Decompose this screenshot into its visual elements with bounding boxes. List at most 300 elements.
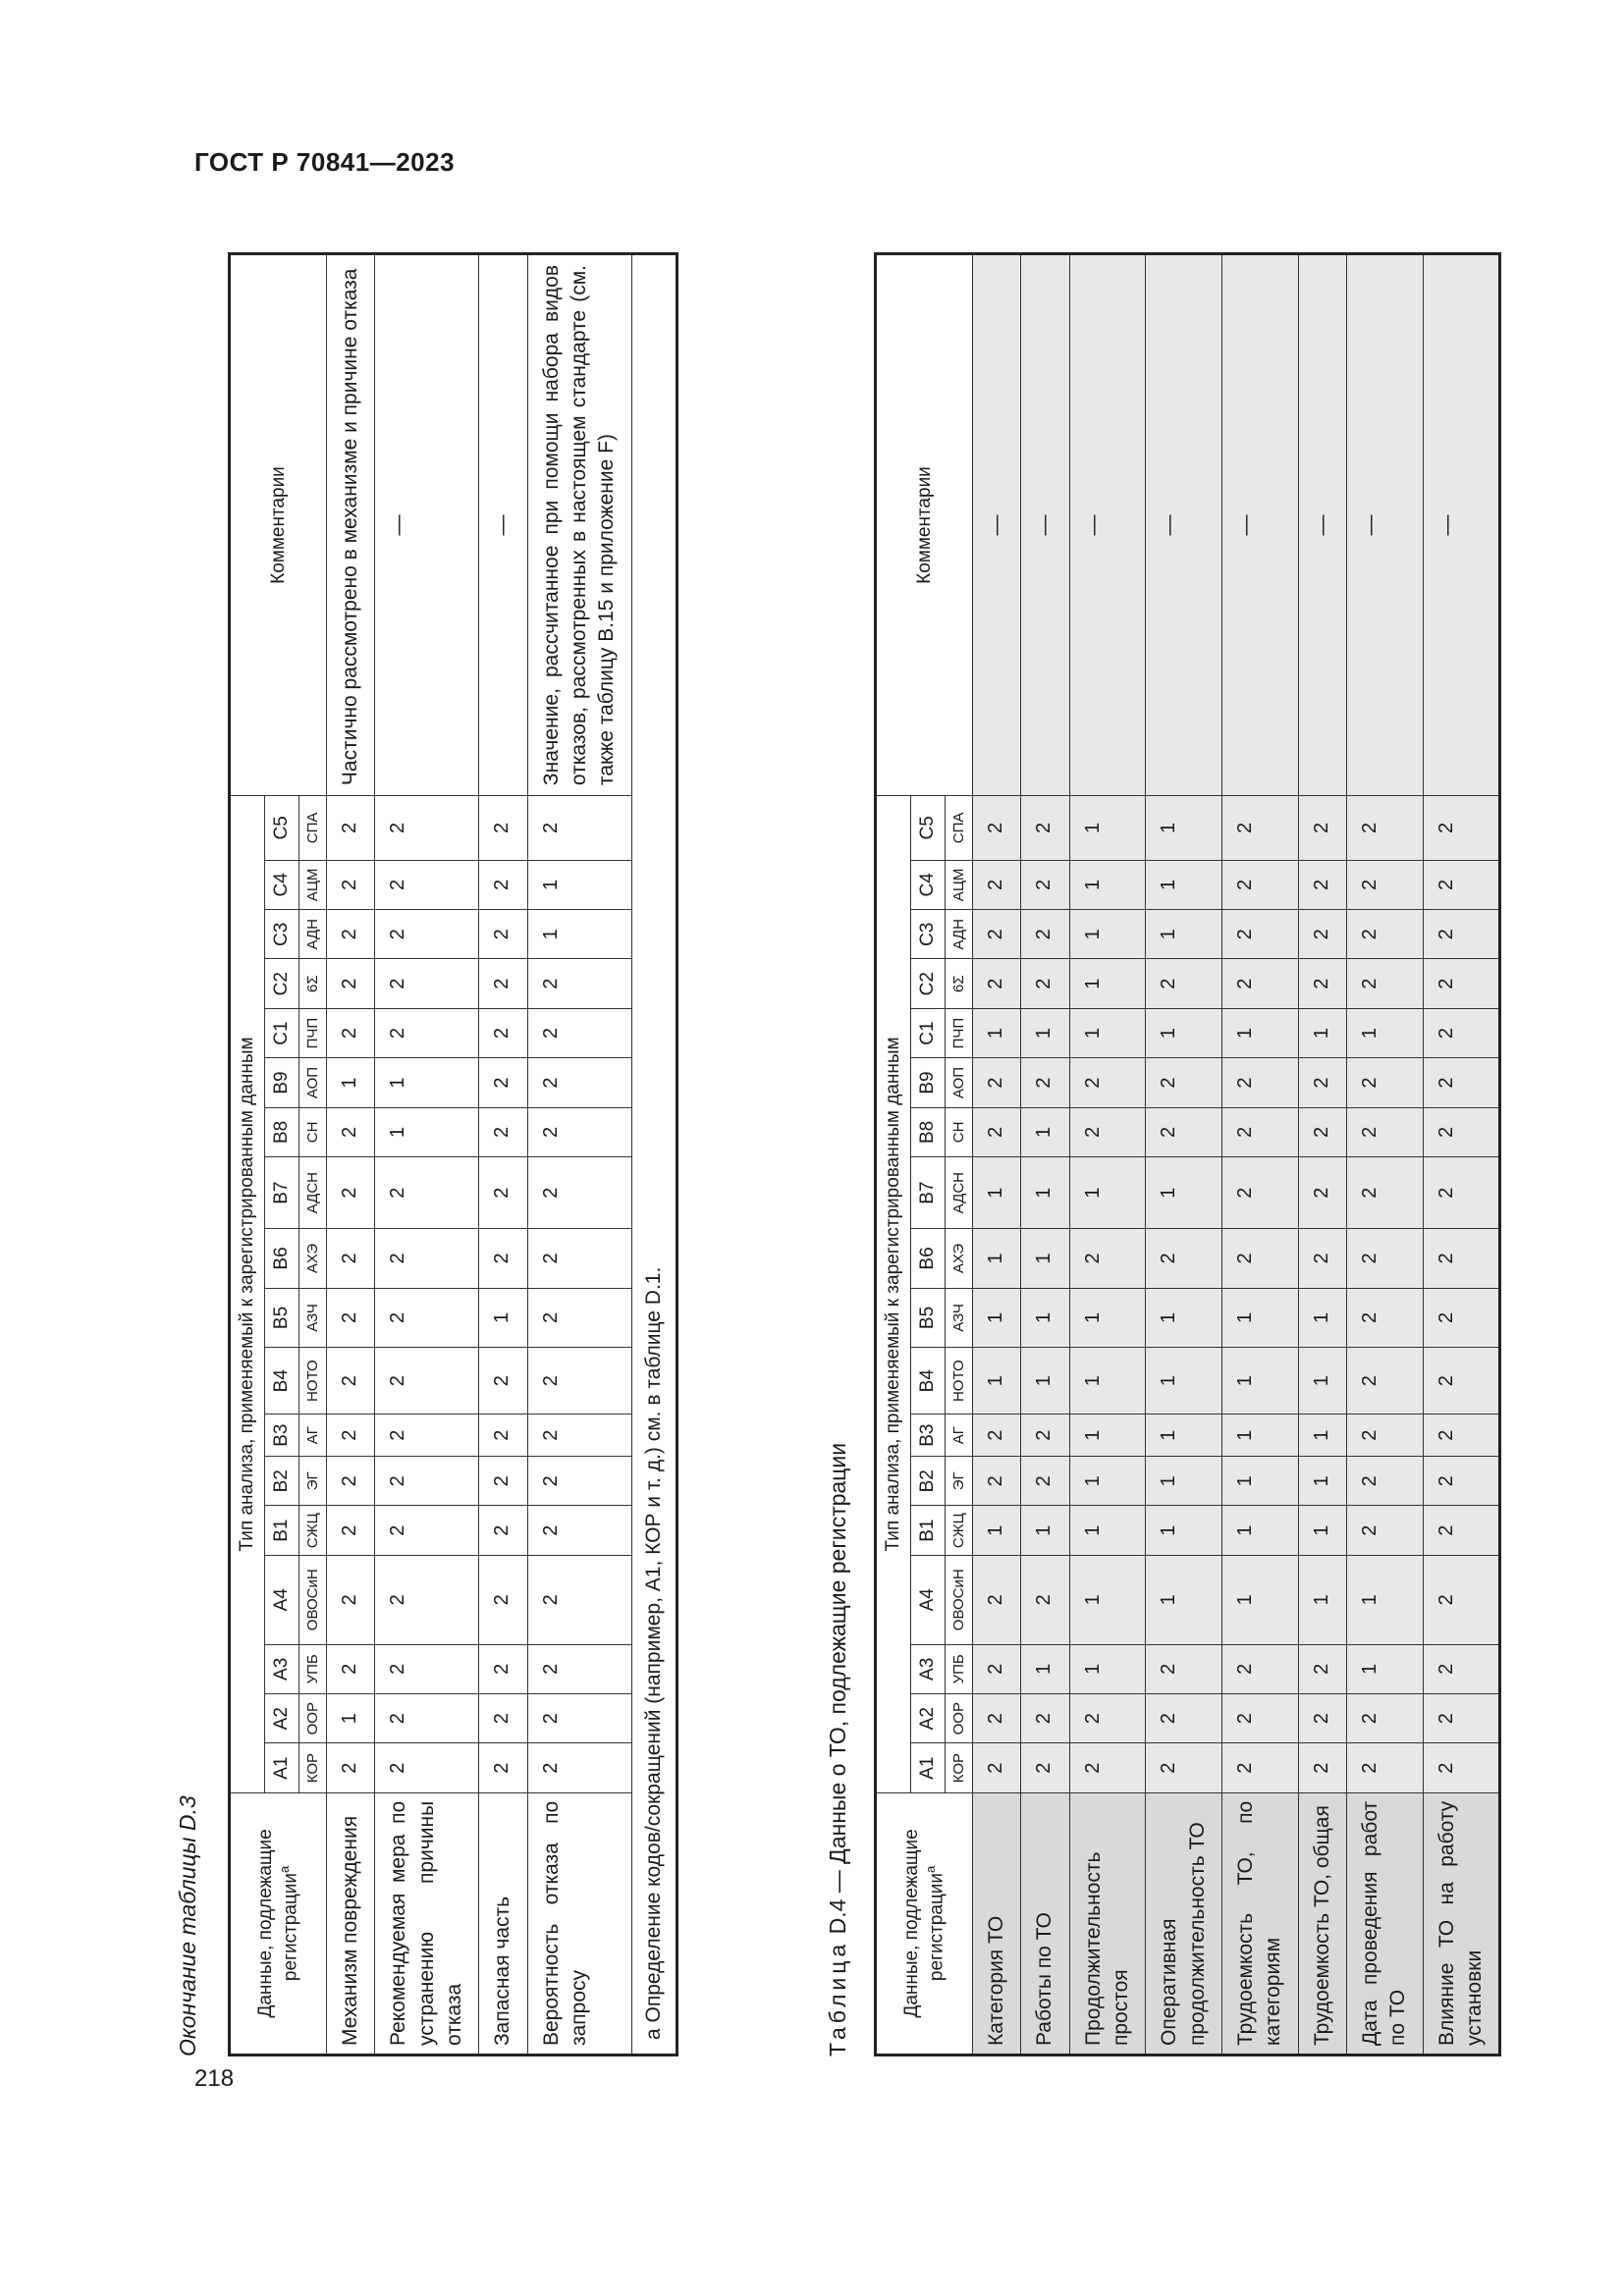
code-header: А2 bbox=[911, 1694, 946, 1743]
value-cell: 2 bbox=[375, 1555, 479, 1644]
value-cell: 2 bbox=[1347, 1694, 1424, 1743]
value-cell: 2 bbox=[479, 959, 527, 1008]
abbreviation-header: ПЧП bbox=[946, 1008, 973, 1057]
value-cell: 2 bbox=[1347, 1058, 1424, 1107]
code-header: В3 bbox=[911, 1415, 946, 1457]
value-cell: 2 bbox=[1021, 1415, 1069, 1457]
value-cell: 2 bbox=[479, 860, 527, 909]
value-cell: 2 bbox=[327, 1107, 375, 1156]
value-cell: 1 bbox=[1298, 1348, 1346, 1415]
value-cell: 1 bbox=[1146, 1157, 1222, 1229]
value-cell: 1 bbox=[375, 1107, 479, 1156]
abbreviation-header: СН bbox=[946, 1107, 973, 1156]
value-cell: 2 bbox=[1222, 959, 1299, 1008]
value-cell: 1 bbox=[1021, 1348, 1069, 1415]
code-header: В4 bbox=[911, 1348, 946, 1415]
value-cell: 2 bbox=[1222, 1694, 1299, 1743]
comment-cell: — bbox=[1222, 254, 1299, 796]
header-comments: Комментарии bbox=[876, 254, 973, 796]
table-row bbox=[1069, 254, 1146, 2056]
value-cell: 1 bbox=[1347, 1008, 1424, 1057]
abbreviation-header: АДСН bbox=[946, 1157, 973, 1229]
value-cell: 1 bbox=[327, 1058, 375, 1107]
value-cell: 2 bbox=[1347, 1457, 1424, 1506]
abbreviation-header: ЭГ bbox=[299, 1457, 327, 1506]
value-cell: 2 bbox=[527, 1457, 631, 1506]
value-cell: 1 bbox=[1021, 1229, 1069, 1288]
abbreviation-header: АОП bbox=[299, 1058, 327, 1107]
value-cell: 2 bbox=[1069, 1743, 1146, 1792]
value-cell: 2 bbox=[375, 1157, 479, 1229]
table-d3 bbox=[228, 252, 678, 2056]
value-cell: 2 bbox=[1146, 1743, 1222, 1792]
value-cell: 2 bbox=[1146, 959, 1222, 1008]
abbreviation-header: НОТО bbox=[299, 1348, 327, 1415]
value-cell: 2 bbox=[527, 1555, 631, 1644]
value-cell: 1 bbox=[1222, 1348, 1299, 1415]
abbreviation-header: АЦМ bbox=[946, 860, 973, 909]
value-cell: 2 bbox=[1222, 1157, 1299, 1229]
value-cell: 2 bbox=[479, 910, 527, 959]
abbreviation-header: АГ bbox=[299, 1415, 327, 1457]
value-cell: 2 bbox=[375, 959, 479, 1008]
value-cell: 2 bbox=[1423, 796, 1500, 861]
value-cell: 1 bbox=[1146, 860, 1222, 909]
value-cell: 2 bbox=[375, 1348, 479, 1415]
code-header: В5 bbox=[911, 1288, 946, 1347]
value-cell: 2 bbox=[527, 1506, 631, 1555]
value-cell: 2 bbox=[375, 1288, 479, 1347]
table-row bbox=[1222, 254, 1299, 2056]
table-d3-footnote: а Определение кодов/сокращений (например, А1, КОР и т. д.) см. в таблице D.1. bbox=[631, 254, 677, 2056]
comment-cell: — bbox=[973, 254, 1021, 796]
value-cell: 2 bbox=[527, 1348, 631, 1415]
value-cell: 2 bbox=[327, 959, 375, 1008]
code-header: В7 bbox=[265, 1157, 299, 1229]
code-header: С3 bbox=[265, 910, 299, 959]
value-cell: 2 bbox=[1222, 1743, 1299, 1792]
code-header: В4 bbox=[265, 1348, 299, 1415]
value-cell: 2 bbox=[479, 796, 527, 861]
row-label: Оперативная продолжительность ТО bbox=[1146, 1792, 1222, 2055]
row-label: Вероятность отказа по запросу bbox=[527, 1792, 631, 2055]
comment-cell: — bbox=[1347, 254, 1424, 796]
header-analysis-type: Тип анализа, применяемый к зарегистрированным данным bbox=[876, 796, 911, 1793]
value-cell: 2 bbox=[479, 1348, 527, 1415]
abbreviation-header: АЗЧ bbox=[946, 1288, 973, 1347]
abbreviation-header: СЖЦ bbox=[299, 1506, 327, 1555]
row-label: Работы по ТО bbox=[1021, 1792, 1069, 2055]
code-header: С1 bbox=[911, 1008, 946, 1057]
value-cell: 1 bbox=[1146, 1288, 1222, 1347]
value-cell: 2 bbox=[1069, 1694, 1146, 1743]
value-cell: 2 bbox=[527, 959, 631, 1008]
value-cell: 2 bbox=[375, 860, 479, 909]
abbreviation-header: АХЭ bbox=[946, 1229, 973, 1288]
value-cell: 1 bbox=[1298, 1506, 1346, 1555]
value-cell: 1 bbox=[1146, 1457, 1222, 1506]
value-cell: 1 bbox=[1298, 1457, 1346, 1506]
code-header: В8 bbox=[911, 1107, 946, 1156]
value-cell: 2 bbox=[479, 1415, 527, 1457]
value-cell: 2 bbox=[1146, 1694, 1222, 1743]
value-cell: 1 bbox=[1222, 1008, 1299, 1057]
header-comments: Комментарии bbox=[230, 254, 327, 796]
abbreviation-header: ООР bbox=[299, 1694, 327, 1743]
header-analysis-type: Тип анализа, применяемый к зарегистрированным данным bbox=[230, 796, 265, 1793]
value-cell: 2 bbox=[1298, 1058, 1346, 1107]
value-cell: 2 bbox=[327, 1229, 375, 1288]
value-cell: 2 bbox=[973, 910, 1021, 959]
value-cell: 1 bbox=[1069, 1644, 1146, 1693]
value-cell: 2 bbox=[1021, 1743, 1069, 1792]
value-cell: 2 bbox=[1146, 1107, 1222, 1156]
table-d4-caption: Таблица D.4 — Данные о ТО, подлежащие регистрации bbox=[825, 1442, 850, 2056]
value-cell: 1 bbox=[1146, 1415, 1222, 1457]
value-cell: 2 bbox=[1347, 860, 1424, 909]
table-row bbox=[527, 254, 631, 2056]
value-cell: 2 bbox=[1423, 959, 1500, 1008]
row-label: Категория ТО bbox=[973, 1792, 1021, 2055]
value-cell: 2 bbox=[1069, 1058, 1146, 1107]
code-header: В6 bbox=[265, 1229, 299, 1288]
value-cell: 2 bbox=[1298, 910, 1346, 959]
value-cell: 2 bbox=[1298, 1229, 1346, 1288]
value-cell: 2 bbox=[1347, 1415, 1424, 1457]
value-cell: 2 bbox=[973, 860, 1021, 909]
code-header: С3 bbox=[911, 910, 946, 959]
code-header: В6 bbox=[911, 1229, 946, 1288]
comment-cell: — bbox=[1146, 254, 1222, 796]
value-cell: 2 bbox=[1423, 1229, 1500, 1288]
abbreviation-header: АЗЧ bbox=[299, 1288, 327, 1347]
value-cell: 2 bbox=[973, 1743, 1021, 1792]
value-cell: 2 bbox=[1347, 1743, 1424, 1792]
table-d3-caption: Окончание таблицы D.3 bbox=[175, 1795, 200, 2056]
value-cell: 2 bbox=[479, 1743, 527, 1792]
code-header: А1 bbox=[911, 1743, 946, 1792]
abbreviation-header: СЖЦ bbox=[946, 1506, 973, 1555]
value-cell: 2 bbox=[327, 1506, 375, 1555]
value-cell: 1 bbox=[1222, 1415, 1299, 1457]
value-cell: 2 bbox=[1298, 1694, 1346, 1743]
table-row bbox=[375, 254, 479, 2056]
value-cell: 2 bbox=[1347, 1288, 1424, 1347]
abbreviation-header: АХЭ bbox=[299, 1229, 327, 1288]
row-label: Трудоемкость ТО, общая bbox=[1298, 1792, 1346, 2055]
abbreviation-header: 6Σ bbox=[946, 959, 973, 1008]
table-row bbox=[973, 254, 1021, 2056]
value-cell: 2 bbox=[327, 1157, 375, 1229]
value-cell: 2 bbox=[327, 1008, 375, 1057]
code-header: С4 bbox=[911, 860, 946, 909]
code-header: В8 bbox=[265, 1107, 299, 1156]
value-cell: 2 bbox=[1347, 910, 1424, 959]
code-header: А2 bbox=[265, 1694, 299, 1743]
value-cell: 1 bbox=[973, 1288, 1021, 1347]
value-cell: 1 bbox=[973, 1506, 1021, 1555]
code-header: С2 bbox=[265, 959, 299, 1008]
value-cell: 2 bbox=[1298, 959, 1346, 1008]
comment-cell: — bbox=[479, 254, 527, 796]
abbreviation-header: АДСН bbox=[299, 1157, 327, 1229]
value-cell: 2 bbox=[527, 1157, 631, 1229]
value-cell: 2 bbox=[1222, 1058, 1299, 1107]
row-label: Запасная часть bbox=[479, 1792, 527, 2055]
page-number: 218 bbox=[194, 2065, 235, 2092]
value-cell: 2 bbox=[973, 1555, 1021, 1644]
value-cell: 2 bbox=[1423, 1008, 1500, 1057]
value-cell: 2 bbox=[527, 1644, 631, 1693]
code-header: В1 bbox=[911, 1506, 946, 1555]
abbreviation-header: СПА bbox=[299, 796, 327, 861]
row-label: Дата проведения работ по ТО bbox=[1347, 1792, 1424, 2055]
value-cell: 2 bbox=[375, 1457, 479, 1506]
value-cell: 2 bbox=[1298, 1107, 1346, 1156]
value-cell: 1 bbox=[327, 1694, 375, 1743]
value-cell: 2 bbox=[973, 959, 1021, 1008]
value-cell: 2 bbox=[375, 1694, 479, 1743]
table-row bbox=[1298, 254, 1346, 2056]
value-cell: 2 bbox=[479, 1457, 527, 1506]
value-cell: 2 bbox=[327, 1555, 375, 1644]
value-cell: 2 bbox=[973, 1644, 1021, 1693]
table-row bbox=[1423, 254, 1500, 2056]
value-cell: 1 bbox=[973, 1157, 1021, 1229]
value-cell: 2 bbox=[1423, 1415, 1500, 1457]
value-cell: 2 bbox=[1423, 1506, 1500, 1555]
code-header: В3 bbox=[265, 1415, 299, 1457]
code-header: В2 bbox=[911, 1457, 946, 1506]
value-cell: 2 bbox=[1222, 1644, 1299, 1693]
value-cell: 2 bbox=[527, 1107, 631, 1156]
value-cell: 2 bbox=[327, 1348, 375, 1415]
value-cell: 2 bbox=[1423, 910, 1500, 959]
table-row bbox=[1146, 254, 1222, 2056]
value-cell: 2 bbox=[327, 1743, 375, 1792]
value-cell: 2 bbox=[1021, 1058, 1069, 1107]
value-cell: 2 bbox=[375, 1506, 479, 1555]
value-cell: 2 bbox=[973, 1457, 1021, 1506]
abbreviation-header: УПБ bbox=[299, 1644, 327, 1693]
value-cell: 1 bbox=[1021, 1288, 1069, 1347]
value-cell: 1 bbox=[1347, 1644, 1424, 1693]
abbreviation-header: АЦМ bbox=[299, 860, 327, 909]
value-cell: 2 bbox=[973, 1415, 1021, 1457]
abbreviation-header: ПЧП bbox=[299, 1008, 327, 1057]
value-cell: 2 bbox=[527, 1288, 631, 1347]
value-cell: 2 bbox=[1347, 1107, 1424, 1156]
code-header: В9 bbox=[265, 1058, 299, 1107]
value-cell: 2 bbox=[1423, 1288, 1500, 1347]
value-cell: 2 bbox=[1146, 1644, 1222, 1693]
code-header: А3 bbox=[265, 1644, 299, 1693]
abbreviation-header: ООР bbox=[946, 1694, 973, 1743]
value-cell: 2 bbox=[527, 1229, 631, 1288]
value-cell: 1 bbox=[1069, 959, 1146, 1008]
value-cell: 2 bbox=[1021, 1555, 1069, 1644]
value-cell: 2 bbox=[375, 1415, 479, 1457]
value-cell: 2 bbox=[327, 1415, 375, 1457]
abbreviation-header: СПА bbox=[946, 796, 973, 861]
value-cell: 1 bbox=[1021, 1157, 1069, 1229]
value-cell: 2 bbox=[1347, 796, 1424, 861]
value-cell: 1 bbox=[479, 1288, 527, 1347]
value-cell: 2 bbox=[479, 1694, 527, 1743]
value-cell: 1 bbox=[1146, 1348, 1222, 1415]
value-cell: 2 bbox=[375, 910, 479, 959]
abbreviation-header: ОВОСиН bbox=[299, 1555, 327, 1644]
value-cell: 2 bbox=[527, 1415, 631, 1457]
row-label: Продолжительность простоя bbox=[1069, 1792, 1146, 2055]
value-cell: 2 bbox=[1222, 860, 1299, 909]
abbreviation-header: АГ bbox=[946, 1415, 973, 1457]
value-cell: 2 bbox=[1423, 1058, 1500, 1107]
table-row bbox=[1347, 254, 1424, 2056]
rotated-content bbox=[167, 211, 1532, 2096]
table-row bbox=[479, 254, 527, 2056]
row-label: Механизм повреждения bbox=[327, 1792, 375, 2055]
value-cell: 2 bbox=[1222, 796, 1299, 861]
value-cell: 1 bbox=[1021, 1008, 1069, 1057]
header-data-to-register: Данные, подлежащие регистрации$^а$ bbox=[876, 1792, 973, 2055]
value-cell: 2 bbox=[327, 796, 375, 861]
value-cell: 1 bbox=[1298, 1008, 1346, 1057]
value-cell: 1 bbox=[1222, 1288, 1299, 1347]
value-cell: 2 bbox=[1021, 1457, 1069, 1506]
value-cell: 1 bbox=[1298, 1288, 1346, 1347]
code-header: В9 bbox=[911, 1058, 946, 1107]
value-cell: 2 bbox=[479, 1555, 527, 1644]
code-header: С1 bbox=[265, 1008, 299, 1057]
value-cell: 2 bbox=[1222, 910, 1299, 959]
value-cell: 2 bbox=[1347, 1229, 1424, 1288]
comment-cell: — bbox=[1423, 254, 1500, 796]
value-cell: 1 bbox=[1146, 1506, 1222, 1555]
value-cell: 2 bbox=[1222, 1229, 1299, 1288]
code-header: В1 bbox=[265, 1506, 299, 1555]
value-cell: 1 bbox=[1222, 1457, 1299, 1506]
comment-cell: Значение, рассчитанное при помощи набора видов отказов, рассмотренных в настоящем стандарте (см. также таблицу В.15 и приложение F) bbox=[527, 254, 631, 796]
value-cell: 1 bbox=[527, 910, 631, 959]
value-cell: 2 bbox=[973, 1694, 1021, 1743]
value-cell: 2 bbox=[375, 1229, 479, 1288]
value-cell: 2 bbox=[327, 1644, 375, 1693]
value-cell: 2 bbox=[527, 1743, 631, 1792]
value-cell: 1 bbox=[375, 1058, 479, 1107]
value-cell: 2 bbox=[527, 1008, 631, 1057]
value-cell: 1 bbox=[1222, 1506, 1299, 1555]
abbreviation-header: ЭГ bbox=[946, 1457, 973, 1506]
code-header: А3 bbox=[911, 1644, 946, 1693]
value-cell: 2 bbox=[973, 1107, 1021, 1156]
value-cell: 1 bbox=[1021, 1107, 1069, 1156]
value-cell: 2 bbox=[1298, 1644, 1346, 1693]
table-d4 bbox=[874, 252, 1501, 2056]
value-cell: 2 bbox=[327, 910, 375, 959]
value-cell: 2 bbox=[479, 1058, 527, 1107]
value-cell: 2 bbox=[479, 1157, 527, 1229]
header-data-to-register: Данные, подлежащие регистрации$^а$ bbox=[230, 1792, 327, 2055]
value-cell: 1 bbox=[973, 1348, 1021, 1415]
value-cell: 1 bbox=[1298, 1415, 1346, 1457]
value-cell: 2 bbox=[1021, 959, 1069, 1008]
value-cell: 2 bbox=[1021, 1694, 1069, 1743]
value-cell: 1 bbox=[1069, 1506, 1146, 1555]
abbreviation-header: АДН bbox=[946, 910, 973, 959]
value-cell: 2 bbox=[375, 1644, 479, 1693]
value-cell: 2 bbox=[1347, 1157, 1424, 1229]
abbreviation-header: КОР bbox=[946, 1743, 973, 1792]
value-cell: 1 bbox=[1347, 1555, 1424, 1644]
value-cell: 2 bbox=[1146, 1229, 1222, 1288]
code-header: С5 bbox=[911, 796, 946, 861]
value-cell: 2 bbox=[479, 1008, 527, 1057]
value-cell: 1 bbox=[1069, 860, 1146, 909]
abbreviation-header: АОП bbox=[946, 1058, 973, 1107]
abbreviation-header: АДН bbox=[299, 910, 327, 959]
value-cell: 1 bbox=[1021, 1644, 1069, 1693]
value-cell: 2 bbox=[1222, 1107, 1299, 1156]
value-cell: 2 bbox=[1423, 1457, 1500, 1506]
value-cell: 1 bbox=[1069, 796, 1146, 861]
comment-cell: — bbox=[1021, 254, 1069, 796]
value-cell: 2 bbox=[973, 1058, 1021, 1107]
value-cell: 2 bbox=[1021, 796, 1069, 861]
comment-cell: Частично рассмотрено в механизме и причине отказа bbox=[327, 254, 375, 796]
value-cell: 1 bbox=[1146, 1555, 1222, 1644]
value-cell: 2 bbox=[327, 1457, 375, 1506]
abbreviation-header: КОР bbox=[299, 1743, 327, 1792]
value-cell: 1 bbox=[1146, 910, 1222, 959]
row-label: Рекомендуемая мера по устранению причины отказа bbox=[375, 1792, 479, 2055]
value-cell: 2 bbox=[1423, 1644, 1500, 1693]
value-cell: 1 bbox=[1069, 1457, 1146, 1506]
value-cell: 2 bbox=[1021, 860, 1069, 909]
value-cell: 1 bbox=[1298, 1555, 1346, 1644]
code-header: А1 bbox=[265, 1743, 299, 1792]
table-row bbox=[327, 254, 375, 2056]
value-cell: 2 bbox=[527, 1694, 631, 1743]
value-cell: 2 bbox=[1347, 1348, 1424, 1415]
value-cell: 1 bbox=[1069, 1348, 1146, 1415]
row-label: Трудоемкость ТО, по категориям bbox=[1222, 1792, 1299, 2055]
value-cell: 2 bbox=[1298, 1743, 1346, 1792]
value-cell: 2 bbox=[375, 1008, 479, 1057]
abbreviation-header: ОВОСиН bbox=[946, 1555, 973, 1644]
table-row bbox=[1021, 254, 1069, 2056]
value-cell: 2 bbox=[527, 796, 631, 861]
value-cell: 1 bbox=[1146, 1008, 1222, 1057]
value-cell: 1 bbox=[1069, 1157, 1146, 1229]
abbreviation-header: УПБ bbox=[946, 1644, 973, 1693]
value-cell: 2 bbox=[1423, 1107, 1500, 1156]
value-cell: 1 bbox=[1146, 796, 1222, 861]
value-cell: 2 bbox=[973, 796, 1021, 861]
value-cell: 1 bbox=[1222, 1555, 1299, 1644]
value-cell: 2 bbox=[1069, 1229, 1146, 1288]
value-cell: 2 bbox=[1423, 1743, 1500, 1792]
value-cell: 1 bbox=[1069, 1288, 1146, 1347]
value-cell: 2 bbox=[1347, 1506, 1424, 1555]
value-cell: 1 bbox=[527, 860, 631, 909]
code-header: С2 bbox=[911, 959, 946, 1008]
value-cell: 2 bbox=[1298, 796, 1346, 861]
comment-cell: — bbox=[375, 254, 479, 796]
value-cell: 2 bbox=[1423, 1157, 1500, 1229]
value-cell: 2 bbox=[327, 1288, 375, 1347]
value-cell: 2 bbox=[1423, 1694, 1500, 1743]
